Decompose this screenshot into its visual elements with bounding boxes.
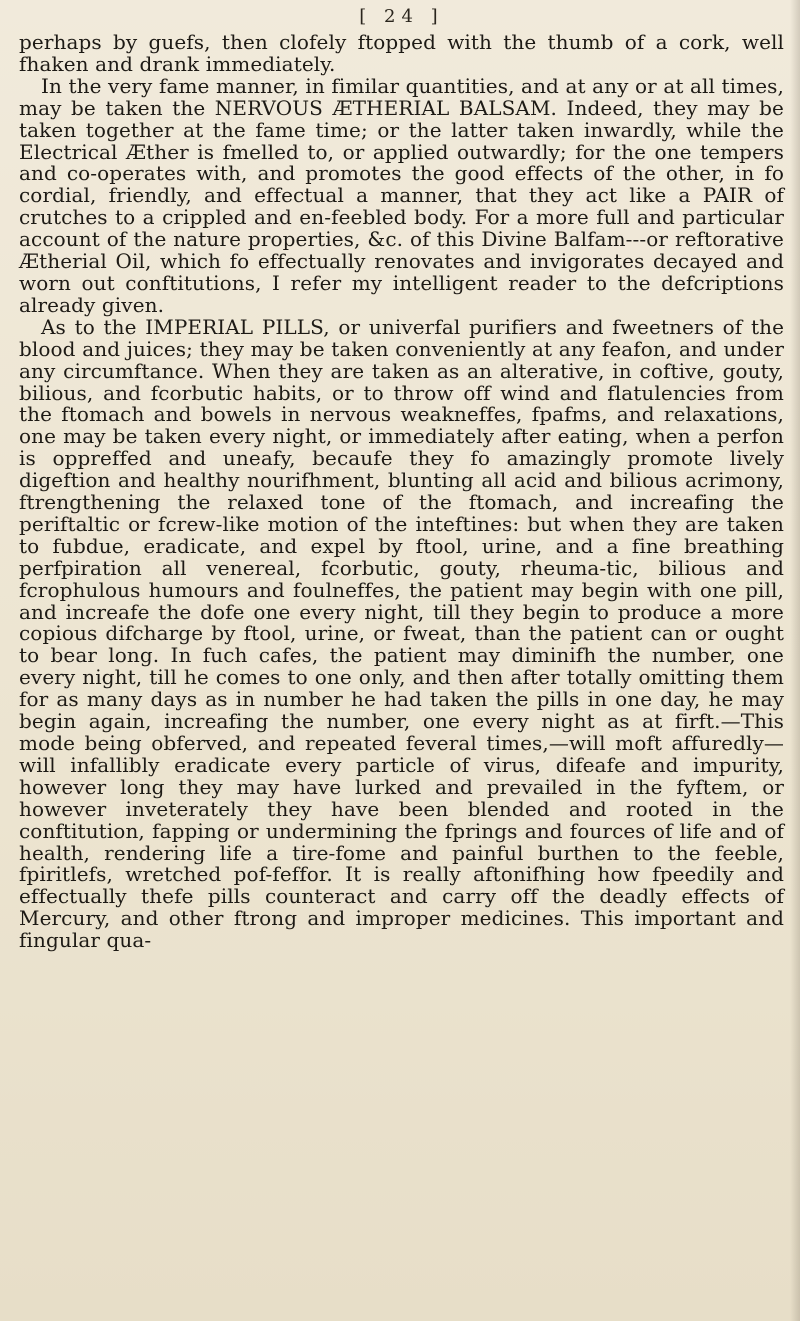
page-number: [ 24 ] xyxy=(359,6,444,27)
page-edge-shadow xyxy=(790,0,800,1321)
paragraph-continuation: perhaps by guefs, then clofely ftopped with the thumb of a cork, well fhaken and drank immediately. xyxy=(19,30,784,76)
paragraph-imperial-pills: As to the IMPERIAL PILLS, or univerfal purifiers and fweetners of the blood and juices; they may be taken conveniently at any feafon, and under any circumftance. When they are taken as an alterative, in coftive, gouty, bilious, and fcorbutic habits, or to throw off wind and flatulencies from the ftomach and bowels in nervous weakneffes, fpafms, and relaxations, one may be taken every night, or immediately after eating, when a perfon is oppreffed and uneafy, becaufe they fo amazingly promote lively digeftion and healthy nourifhment, blunting all acid and bilious acrimony, ftrengthening the relaxed tone of the ftomach, and increafing the periftaltic or fcrew-like motion of the inteftines: but when they are taken to fubdue, eradicate, and expel by ftool, urine, and a fine breathing perfpiration all venereal, fcorbutic, gouty, rheuma-tic, bilious and fcrophulous humours and foulneffes, the patient may begin with one pill, and increafe the dofe one every night, till they begin to produce a more copious difcharge by ftool, urine, or fweat, than the patient can or ought to bear long. In fuch cafes, the patient may diminifh the number, one every night, till he comes to one only, and then after totally omitting them for as many days as in number he had taken the pills in one day, he may begin again, increafing the number, one every night as at firft.—This mode being obferved, and repeated feveral times,—will moft affuredly—will infallibly eradicate every particle of virus, difeafe and impurity, however long they may have lurked and prevailed in the fyftem, or however inveterately they have been blended and rooted in the conftitution, fapping or undermining the fprings and fources of life and of health, rendering life a tire-fome and painful burthen to the feeble, fpiritlefs, wretched pof-feffor. It is really aftonifhing how fpeedily and effectually thefe pills counteract and carry off the deadly effects of Mercury, and other ftrong and improper medicines. This important and fingular qua- xyxy=(19,314,784,953)
paragraph-nervous-balsam: In the very fame manner, in fimilar quantities, and at any or at all times, may be taken the NERVOUS ÆTHERIAL BALSAM. Indeed, they may be taken together at the fame time; or the latter taken inwardly, while the Electrical Æther is fmelled to, or applied outwardly; for the one tempers and co-operates with, and promotes the good effects of the other, in fo cordial, friendly, and effectual a manner, that they act like a PAIR of crutches to a crippled and en-feebled body. For a more full and particular account of the nature properties, &c. of this Divine Balfam---or reftorative Ætherial Oil, which fo effectually renovates and invigorates decayed and worn out conftitutions, I refer my intelligent reader to the defcriptions already given. xyxy=(19,73,784,317)
